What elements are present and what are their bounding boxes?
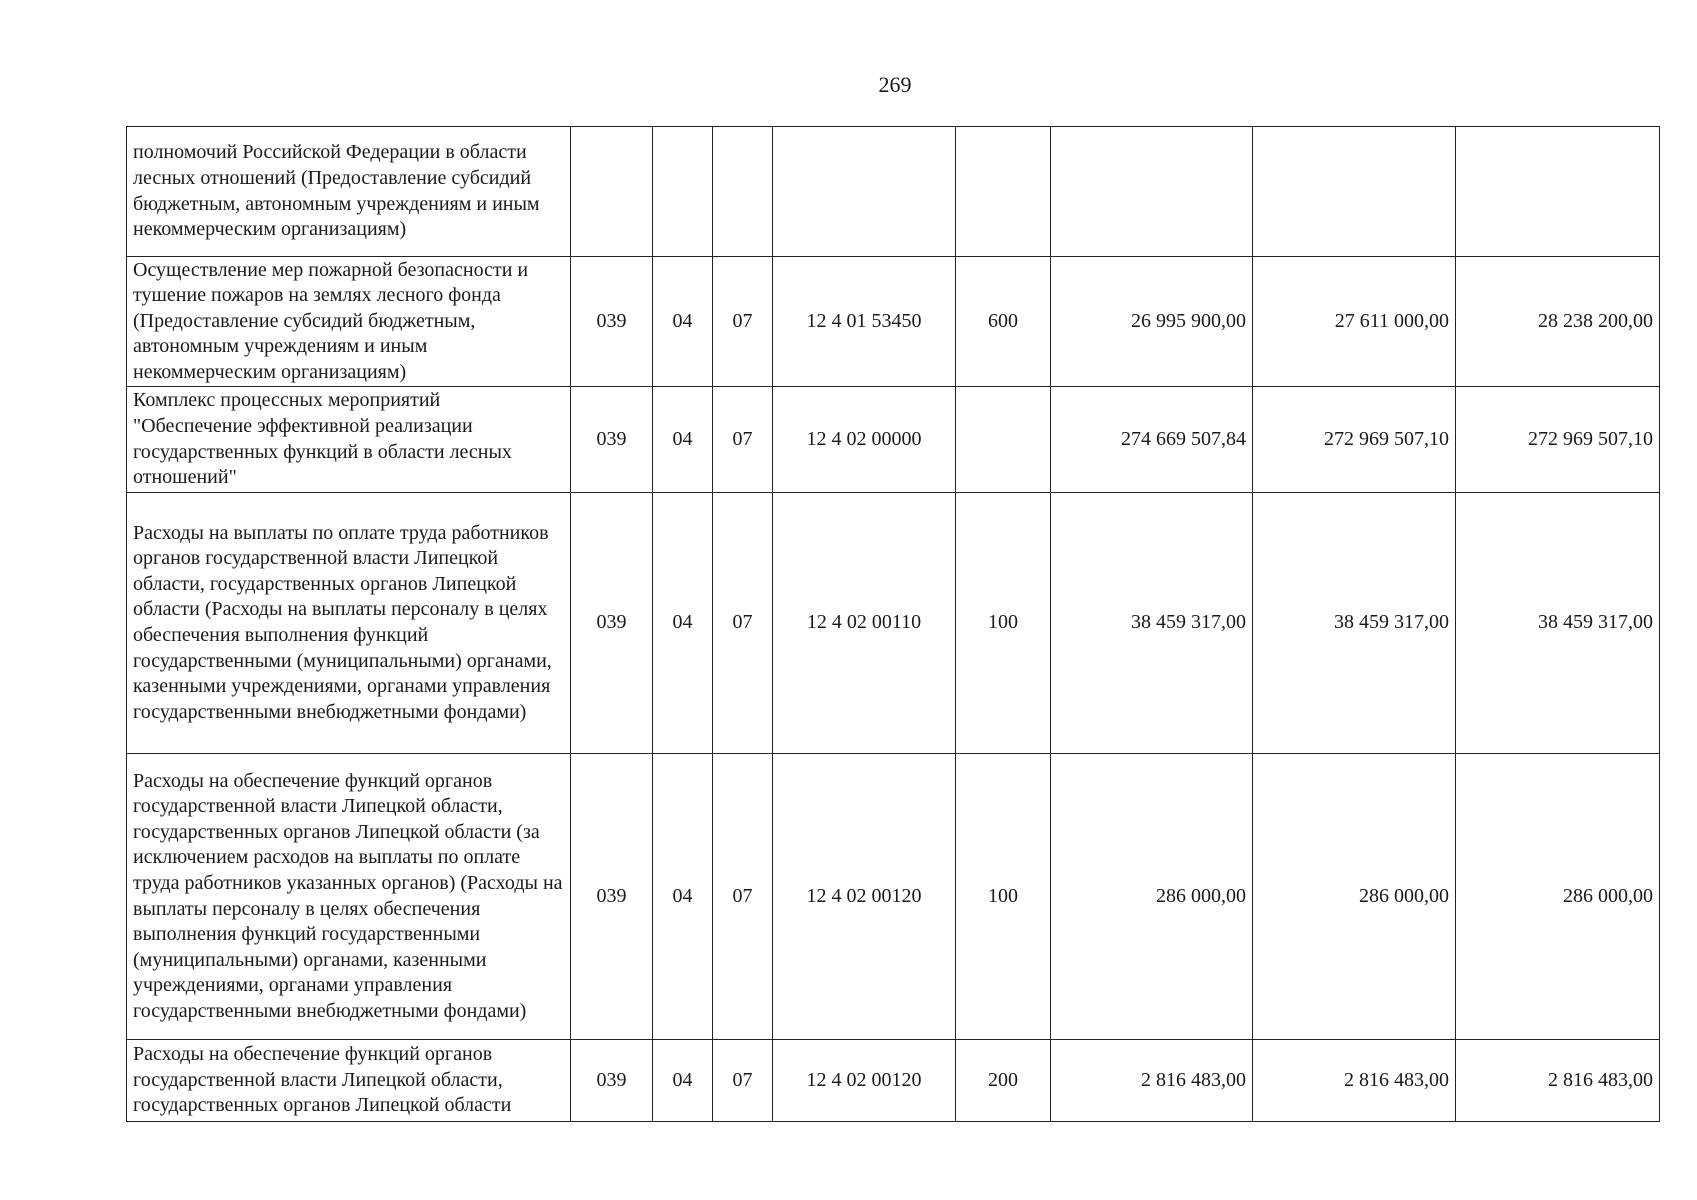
admin-code: 039 xyxy=(571,754,653,1040)
row-description: Расходы на обеспечение функций органов государственной власти Липецкой области, государственных органов Липецкой области xyxy=(127,1040,571,1122)
row-description: полномочий Российской Федерации в области лесных отношений (Предоставление субсидий бюджетным, автономным учреждениям и иным некоммерческим организациям) xyxy=(127,127,571,257)
amount-year-2: 272 969 507,10 xyxy=(1253,387,1456,493)
amount-year-1: 274 669 507,84 xyxy=(1051,387,1253,493)
expense-type-code: 100 xyxy=(956,493,1051,754)
page-number: 269 xyxy=(878,72,912,97)
target-article-code: 12 4 02 00000 xyxy=(773,387,956,493)
amount-year-3: 272 969 507,10 xyxy=(1456,387,1660,493)
row-description: Расходы на обеспечение функций органов государственной власти Липецкой области, государственных органов Липецкой области (за исключением расходов на выплаты по оплате труда работников указанных органов) (Расходы на выплаты персоналу в целях обеспечения выполнения функций государственными (муниципальными) органами, казенными учреждениями, органами управления государственными внебюджетными фондами) xyxy=(127,754,571,1040)
subsection-code xyxy=(713,127,773,257)
subsection-code: 07 xyxy=(713,754,773,1040)
amount-year-3: 2 816 483,00 xyxy=(1456,1040,1660,1122)
amount-year-3: 286 000,00 xyxy=(1456,754,1660,1040)
target-article-code: 12 4 02 00110 xyxy=(773,493,956,754)
admin-code: 039 xyxy=(571,1040,653,1122)
target-article-code: 12 4 02 00120 xyxy=(773,754,956,1040)
amount-year-2 xyxy=(1253,127,1456,257)
amount-year-2: 38 459 317,00 xyxy=(1253,493,1456,754)
expense-type-code xyxy=(956,387,1051,493)
admin-code: 039 xyxy=(571,493,653,754)
section-code: 04 xyxy=(653,1040,713,1122)
admin-code xyxy=(571,127,653,257)
subsection-code: 07 xyxy=(713,493,773,754)
amount-year-1: 286 000,00 xyxy=(1051,754,1253,1040)
amount-year-3: 38 459 317,00 xyxy=(1456,493,1660,754)
section-code: 04 xyxy=(653,754,713,1040)
amount-year-1: 26 995 900,00 xyxy=(1051,257,1253,387)
budget-table xyxy=(126,126,1660,1122)
table-row xyxy=(127,387,1660,493)
target-article-code xyxy=(773,127,956,257)
section-code xyxy=(653,127,713,257)
amount-year-1 xyxy=(1051,127,1253,257)
expense-type-code xyxy=(956,127,1051,257)
section-code: 04 xyxy=(653,387,713,493)
table-row xyxy=(127,754,1660,1040)
admin-code: 039 xyxy=(571,387,653,493)
amount-year-1: 2 816 483,00 xyxy=(1051,1040,1253,1122)
subsection-code: 07 xyxy=(713,1040,773,1122)
subsection-code: 07 xyxy=(713,387,773,493)
table-row xyxy=(127,257,1660,387)
target-article-code: 12 4 02 00120 xyxy=(773,1040,956,1122)
amount-year-1: 38 459 317,00 xyxy=(1051,493,1253,754)
expense-type-code: 600 xyxy=(956,257,1051,387)
table-row xyxy=(127,493,1660,754)
amount-year-2: 286 000,00 xyxy=(1253,754,1456,1040)
table-row xyxy=(127,127,1660,257)
amount-year-3: 28 238 200,00 xyxy=(1456,257,1660,387)
expense-type-code: 100 xyxy=(956,754,1051,1040)
row-description: Расходы на выплаты по оплате труда работников органов государственной власти Липецкой области, государственных органов Липецкой области (Расходы на выплаты персоналу в целях обеспечения выполнения функций государственными (муниципальными) органами, казенными учреждениями, органами управления государственными внебюджетными фондами) xyxy=(127,493,571,754)
table-row xyxy=(127,1040,1660,1122)
amount-year-3 xyxy=(1456,127,1660,257)
admin-code: 039 xyxy=(571,257,653,387)
section-code: 04 xyxy=(653,257,713,387)
amount-year-2: 2 816 483,00 xyxy=(1253,1040,1456,1122)
amount-year-2: 27 611 000,00 xyxy=(1253,257,1456,387)
section-code: 04 xyxy=(653,493,713,754)
expense-type-code: 200 xyxy=(956,1040,1051,1122)
target-article-code: 12 4 01 53450 xyxy=(773,257,956,387)
row-description: Осуществление мер пожарной безопасности и тушение пожаров на землях лесного фонда (Предоставление субсидий бюджетным, автономным учреждениям и иным некоммерческим организациям) xyxy=(127,257,571,387)
subsection-code: 07 xyxy=(713,257,773,387)
row-description: Комплекс процессных мероприятий "Обеспечение эффективной реализации государственных функций в области лесных отношений" xyxy=(127,387,571,493)
